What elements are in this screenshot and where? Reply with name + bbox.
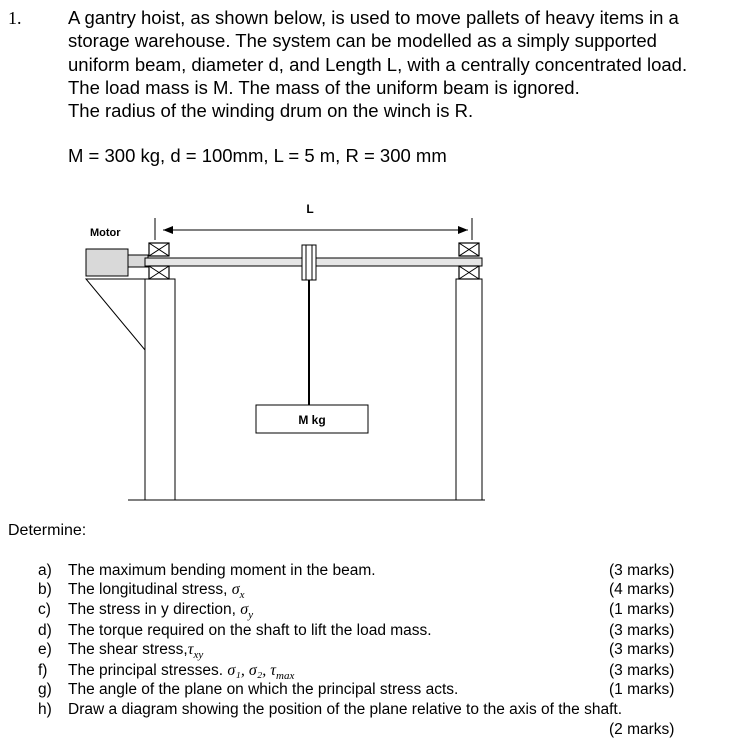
part-letter: c) [38, 601, 51, 618]
part-text: The shear stress, [68, 641, 188, 658]
part-marks: (2 marks) [609, 721, 675, 738]
question-number: 1. [8, 8, 22, 28]
part-text: The stress in y direction, [68, 601, 241, 618]
part-text: The maximum bending moment in the beam. [68, 562, 376, 579]
list-item [38, 700, 688, 720]
intro-line: uniform beam, diameter d, and Length L, with a centrally concentrated load. [68, 53, 688, 75]
math-subscript: x [239, 589, 245, 602]
part-letter: e) [38, 641, 52, 658]
part-marks: (3 marks) [609, 622, 675, 639]
math-symbol: σ [231, 581, 240, 598]
list-item [38, 561, 688, 581]
math-subscript: xy [193, 649, 204, 662]
part-marks: (4 marks) [609, 581, 675, 598]
math-subscript: y [248, 609, 254, 622]
length-dimension [155, 218, 472, 240]
part-text: Draw a diagram showing the position of the plane relative to the axis of the shaft. [68, 701, 623, 718]
left-column [145, 279, 175, 500]
winding-drum [302, 245, 316, 280]
math-subscript: max [276, 670, 295, 683]
left-bearing-lower [149, 266, 169, 279]
part-marks: (1 marks) [609, 681, 675, 698]
part-text: The torque required on the shaft to lift the load mass. [68, 622, 432, 639]
list-item [38, 600, 688, 620]
load-label: M kg [298, 413, 326, 427]
intro-line: The load mass is M. The mass of the uniform beam is ignored. [68, 76, 580, 98]
left-bearing-upper [149, 243, 169, 256]
right-bearing-upper [459, 243, 479, 256]
part-letter: f) [38, 662, 48, 679]
part-text: The longitudinal stress, [68, 581, 232, 598]
list-item [38, 580, 688, 600]
list-item [38, 640, 688, 660]
math-symbol: τ [187, 641, 194, 658]
intro-line: A gantry hoist, as shown below, is used to move pallets of heavy items in a [68, 7, 679, 28]
list-item [38, 720, 688, 740]
right-column [456, 279, 482, 500]
list-item [38, 680, 688, 700]
part-letter: d) [38, 622, 52, 639]
part-marks: (3 marks) [609, 662, 675, 679]
list-item [38, 621, 688, 641]
length-label: L [306, 202, 314, 216]
part-letter: h) [38, 701, 52, 718]
motor [86, 249, 128, 276]
intro-line: The radius of the winding drum on the winch is R. [68, 100, 474, 122]
part-text: The principal stresses. [68, 662, 228, 679]
determine-heading: Determine: [8, 522, 87, 539]
intro-line: storage warehouse. The system can be modelled as a simply supported [68, 30, 657, 52]
part-text: The angle of the plane on which the principal stress acts. [68, 681, 459, 698]
list-item [38, 661, 688, 681]
parameters: M = 300 kg, d = 100mm, L = 5 m, R = 300 mm [68, 145, 447, 166]
part-marks: (3 marks) [609, 562, 675, 579]
motor-label: Motor [90, 227, 121, 239]
part-marks: (1 marks) [609, 601, 675, 618]
part-letter: a) [38, 562, 52, 579]
part-letter: g) [38, 681, 52, 698]
part-marks: (3 marks) [609, 641, 675, 658]
motor-bracket [86, 279, 145, 350]
right-bearing-lower [459, 266, 479, 279]
part-letter: b) [38, 581, 52, 598]
math-symbol: σ₁, σ₂, τ [227, 662, 277, 679]
math-symbol: σ [240, 601, 249, 618]
